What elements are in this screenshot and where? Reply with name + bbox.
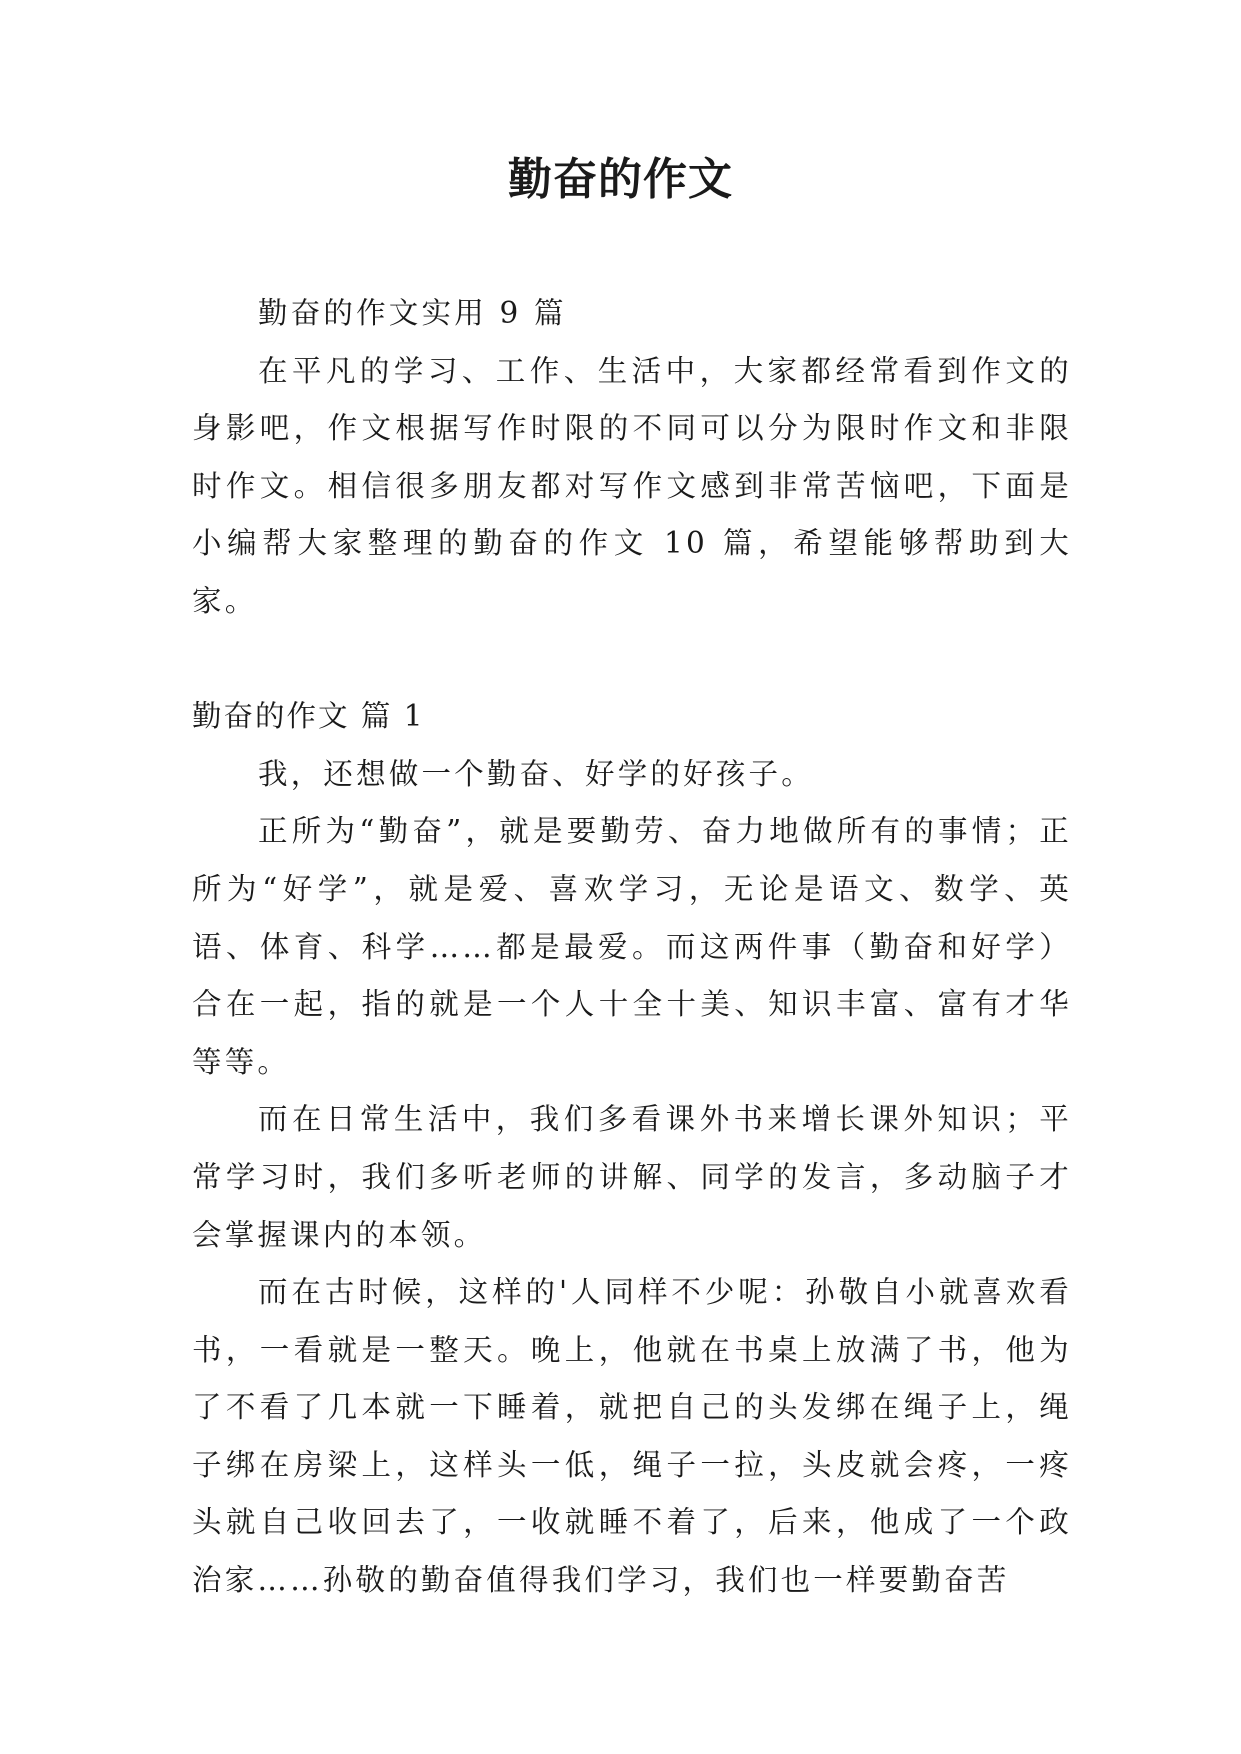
intro-paragraph: 在平凡的学习、工作、生活中，大家都经常看到作文的身影吧，作文根据写作时限的不同可以分为限时作文和非限时作文。相信很多朋友都对写作文感到非常苦恼吧，下面是小编帮大家整理的勤奋的作文 10 篇，希望能够帮助到大家。 <box>192 353 1072 618</box>
section-heading: 勤奋的作文 篇 1 <box>192 699 425 734</box>
section-paragraph: 我，还想做一个勤奋、好学的好孩子。 <box>258 756 814 791</box>
document-body <box>192 285 1072 1610</box>
section-paragraph: 而在古时候，这样的'人同样不少呢：孙敬自小就喜欢看书，一看就是一整天。晚上，他就在书桌上放满了书，他为了不看了几本就一下睡着，就把自己的头发绑在绳子上，绳子绑在房梁上，这样头一低，绳子一拉，头皮就会疼，一疼头就自己收回去了，一收就睡不着了，后来，他成了一个政治家……孙敬的勤奋值得我们学习，我们也一样要勤奋苦 <box>192 1275 1072 1598</box>
section-paragraph: 而在日常生活中，我们多看课外书来增长课外知识；平常学习时，我们多听老师的讲解、同学的发言，多动脑子才会掌握课内的本领。 <box>192 1102 1072 1252</box>
section-paragraph: 正所为“勤奋”，就是要勤劳、奋力地做所有的事情；正所为“好学”，就是爱、喜欢学习，无论是语文、数学、英语、体育、科学……都是最爱。而这两件事（勤奋和好学）合在一起，指的就是一个人十全十美、知识丰富、富有才华等等。 <box>192 814 1072 1079</box>
intro-subtitle: 勤奋的作文实用 9 篇 <box>258 296 567 330</box>
document-title: 勤奋的作文 <box>508 154 733 205</box>
